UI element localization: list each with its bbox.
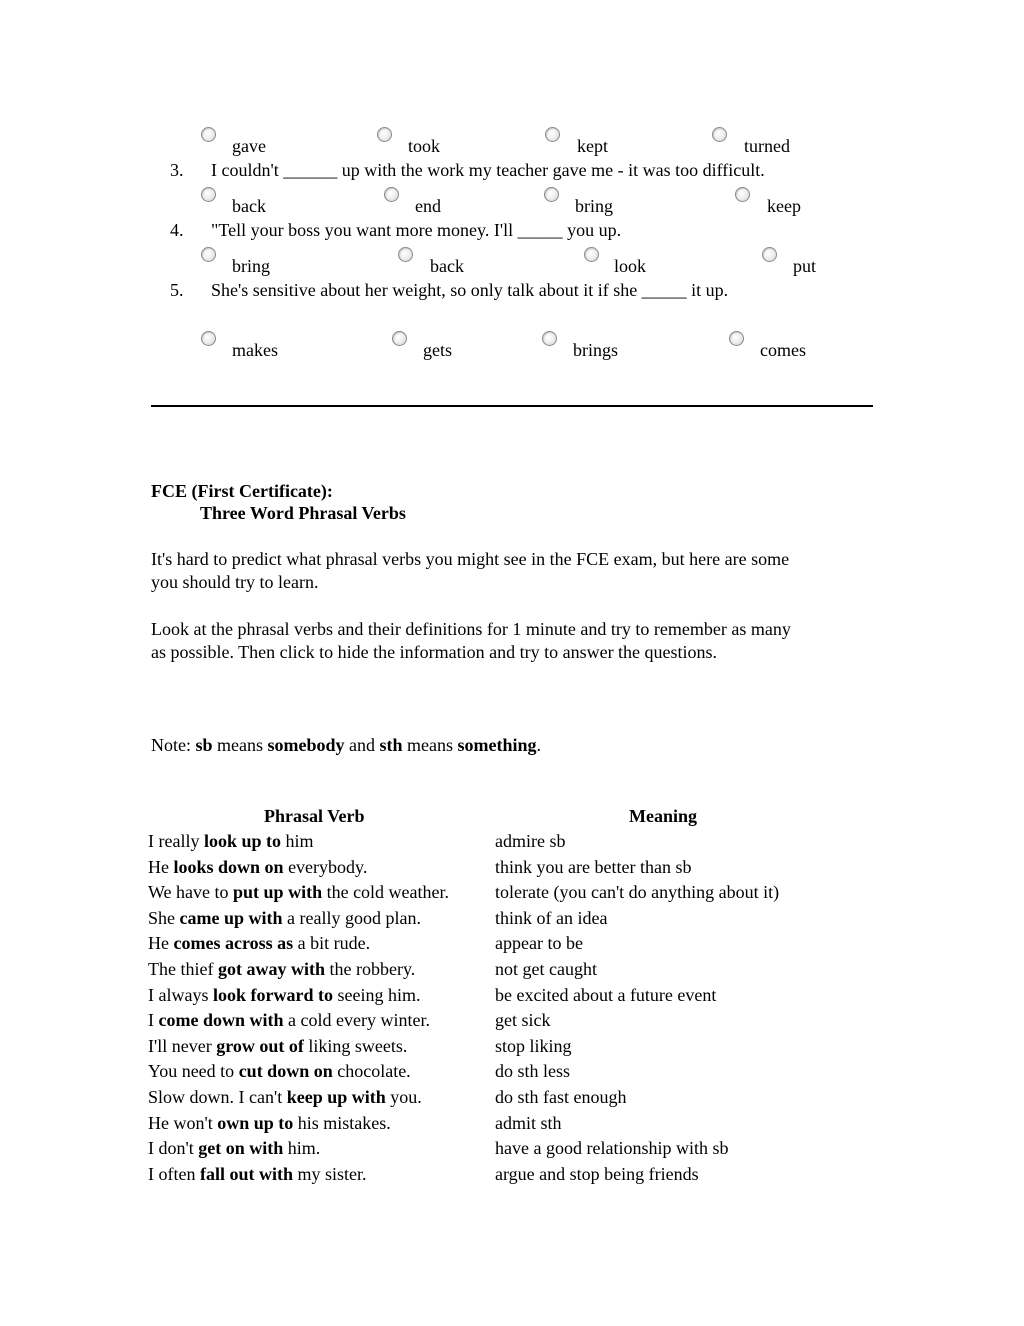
meaning: think you are better than sb xyxy=(495,856,692,877)
radio-button[interactable] xyxy=(762,247,777,262)
phrasal-verb-example xyxy=(148,907,421,929)
option-label: bring xyxy=(575,196,613,216)
note-end: . xyxy=(536,735,542,755)
radio-button[interactable] xyxy=(392,331,407,346)
meaning: do sth fast enough xyxy=(495,1087,627,1107)
option-label: kept xyxy=(577,136,608,156)
example-text: a cold every winter. xyxy=(283,1010,430,1031)
phrasal-verb-example xyxy=(148,958,415,980)
phrasal-verb-example xyxy=(148,1163,367,1185)
meaning: think of an idea xyxy=(495,907,608,928)
radio-button[interactable] xyxy=(729,331,744,346)
intro-text-line-1: It's hard to predict what phrasal verbs you might see in the FCE exam, but here are some xyxy=(151,549,790,569)
example-text: you. xyxy=(385,1087,422,1107)
q3-options xyxy=(0,187,1024,217)
option-label: look xyxy=(614,256,647,276)
table-row xyxy=(0,932,1024,957)
radio-button[interactable] xyxy=(584,247,599,262)
question-number: 3. xyxy=(170,160,184,180)
question-number: 4. xyxy=(170,220,184,240)
example-text: I always xyxy=(148,984,213,1005)
example-text: He xyxy=(148,933,174,954)
radio-button[interactable] xyxy=(377,127,392,142)
option-label: turned xyxy=(744,136,790,156)
phrasal-verb-example xyxy=(148,881,449,903)
intro-text-line-2: you should try to learn. xyxy=(151,572,319,592)
example-text: everybody. xyxy=(283,856,368,877)
option-label: end xyxy=(415,196,441,216)
table-row xyxy=(0,1060,1024,1085)
table-header-verb: Phrasal Verb xyxy=(264,806,365,826)
phrasal-verb: got away with xyxy=(217,959,325,979)
radio-button[interactable] xyxy=(542,331,557,346)
meaning: get sick xyxy=(495,1010,551,1031)
meaning: admire sb xyxy=(495,831,566,851)
meaning: admit sth xyxy=(495,1112,562,1133)
radio-button[interactable] xyxy=(384,187,399,202)
option-label: back xyxy=(232,196,266,216)
phrasal-verb-example xyxy=(148,984,420,1006)
note-means: means xyxy=(402,735,458,755)
phrasal-verb: comes across as xyxy=(173,933,294,954)
phrasal-verb: keep up with xyxy=(286,1087,386,1107)
meaning: be excited about a future event xyxy=(495,984,717,1005)
example-text: He won't xyxy=(148,1112,218,1133)
example-text: I'll never xyxy=(148,1035,217,1056)
table-row xyxy=(0,830,1024,855)
q4-options xyxy=(0,247,1024,277)
example-text: liking sweets. xyxy=(303,1035,408,1056)
q5-options xyxy=(0,331,1024,361)
meaning: have a good relationship with sb xyxy=(495,1138,729,1159)
example-text: We have to xyxy=(148,882,234,903)
note-text xyxy=(151,734,541,756)
table-row xyxy=(0,958,1024,983)
table-row xyxy=(0,984,1024,1009)
radio-button[interactable] xyxy=(201,247,216,262)
table-row xyxy=(0,1009,1024,1034)
phrasal-verb-example xyxy=(148,1035,407,1057)
radio-button[interactable] xyxy=(201,127,216,142)
phrasal-verb: came up with xyxy=(179,907,283,928)
meaning: argue and stop being friends xyxy=(495,1163,699,1184)
example-text: I don't xyxy=(148,1138,199,1159)
meaning: do sth less xyxy=(495,1061,571,1082)
radio-button[interactable] xyxy=(398,247,413,262)
phrasal-verb: look up to xyxy=(203,831,281,851)
phrasal-verb: get on with xyxy=(198,1138,284,1159)
option-label: bring xyxy=(232,256,270,276)
option-label: took xyxy=(408,136,441,156)
phrasal-verb-example xyxy=(148,1060,411,1082)
phrasal-verb: come down with xyxy=(158,1010,284,1031)
example-text: my sister. xyxy=(293,1163,367,1184)
note-sth: sth xyxy=(379,735,403,755)
phrasal-verb-example xyxy=(148,1009,430,1031)
note-something: something xyxy=(457,735,537,755)
meaning: not get caught xyxy=(495,959,597,979)
option-label: back xyxy=(430,256,464,276)
phrasal-verb-example xyxy=(148,1112,391,1134)
instruction-line-1: Look at the phrasal verbs and their definitions for 1 minute and try to remember as many xyxy=(151,619,791,639)
table-row xyxy=(0,907,1024,932)
phrasal-verb: grow out of xyxy=(216,1035,304,1056)
example-text: The thief xyxy=(148,959,218,979)
table-row xyxy=(0,1086,1024,1111)
option-label: gave xyxy=(232,136,266,156)
phrasal-verb: put up with xyxy=(233,882,323,903)
example-text: him xyxy=(281,831,314,851)
q2-options xyxy=(0,127,1024,157)
phrasal-verb: own up to xyxy=(217,1112,294,1133)
section-subtitle: Three Word Phrasal Verbs xyxy=(200,503,406,523)
example-text: Slow down. I can't xyxy=(148,1087,287,1107)
option-label: gets xyxy=(423,340,452,360)
table-row xyxy=(0,1035,1024,1060)
radio-button[interactable] xyxy=(544,187,559,202)
option-label: put xyxy=(793,256,817,276)
example-text: chocolate. xyxy=(332,1061,411,1082)
option-label: brings xyxy=(573,340,618,360)
table-row xyxy=(0,1137,1024,1162)
example-text: the cold weather. xyxy=(322,882,450,903)
note-prefix: Note: xyxy=(151,735,196,755)
meaning: appear to be xyxy=(495,933,583,954)
radio-button[interactable] xyxy=(735,187,750,202)
note-somebody: somebody xyxy=(267,735,345,755)
horizontal-rule xyxy=(151,405,873,407)
radio-button[interactable] xyxy=(201,187,216,202)
option-label: makes xyxy=(232,340,278,360)
example-text: She xyxy=(148,907,180,928)
example-text: He xyxy=(148,856,174,877)
example-text: seeing him. xyxy=(332,984,421,1005)
phrasal-verb-example xyxy=(148,830,314,852)
phrasal-verb-example xyxy=(148,932,370,954)
example-text: I really xyxy=(148,831,204,851)
example-text: him. xyxy=(283,1138,321,1159)
note-means: means xyxy=(212,735,268,755)
question-text: "Tell your boss you want more money. I'll _____ you up. xyxy=(211,220,622,240)
table-header-meaning: Meaning xyxy=(629,806,698,826)
question-number: 5. xyxy=(170,280,184,300)
example-text: I often xyxy=(148,1163,200,1184)
section-title: FCE (First Certificate): xyxy=(151,481,333,501)
table-row xyxy=(0,1163,1024,1188)
instruction-line-2: as possible. Then click to hide the information and try to answer the questions. xyxy=(151,642,718,662)
phrasal-verb: look forward to xyxy=(212,984,333,1005)
phrasal-verb: fall out with xyxy=(199,1163,293,1184)
table-row xyxy=(0,881,1024,906)
example-text: You need to xyxy=(148,1061,239,1082)
example-text: a bit rude. xyxy=(293,933,371,954)
question-text: I couldn't ______ up with the work my teacher gave me - it was too difficult. xyxy=(211,160,765,180)
question-text: She's sensitive about her weight, so only talk about it if she _____ it up. xyxy=(211,280,729,300)
note-sb: sb xyxy=(195,735,213,755)
example-text: the robbery. xyxy=(324,959,416,979)
option-label: keep xyxy=(767,196,801,216)
phrasal-verb: cut down on xyxy=(238,1061,333,1082)
phrasal-verb-example xyxy=(148,1086,422,1108)
radio-button[interactable] xyxy=(201,331,216,346)
option-label: comes xyxy=(760,340,806,360)
table-row xyxy=(0,856,1024,881)
radio-button[interactable] xyxy=(712,127,727,142)
phrasal-verb-example xyxy=(148,856,367,878)
note-and: and xyxy=(344,735,380,755)
example-text: a really good plan. xyxy=(282,907,421,928)
meaning: tolerate (you can't do anything about it) xyxy=(495,882,780,903)
radio-button[interactable] xyxy=(545,127,560,142)
phrasal-verb: looks down on xyxy=(173,856,284,877)
phrasal-verb-example xyxy=(148,1137,320,1159)
meaning: stop liking xyxy=(495,1035,572,1056)
table-row xyxy=(0,1112,1024,1137)
example-text: his mistakes. xyxy=(293,1112,391,1133)
example-text: I xyxy=(148,1010,159,1031)
